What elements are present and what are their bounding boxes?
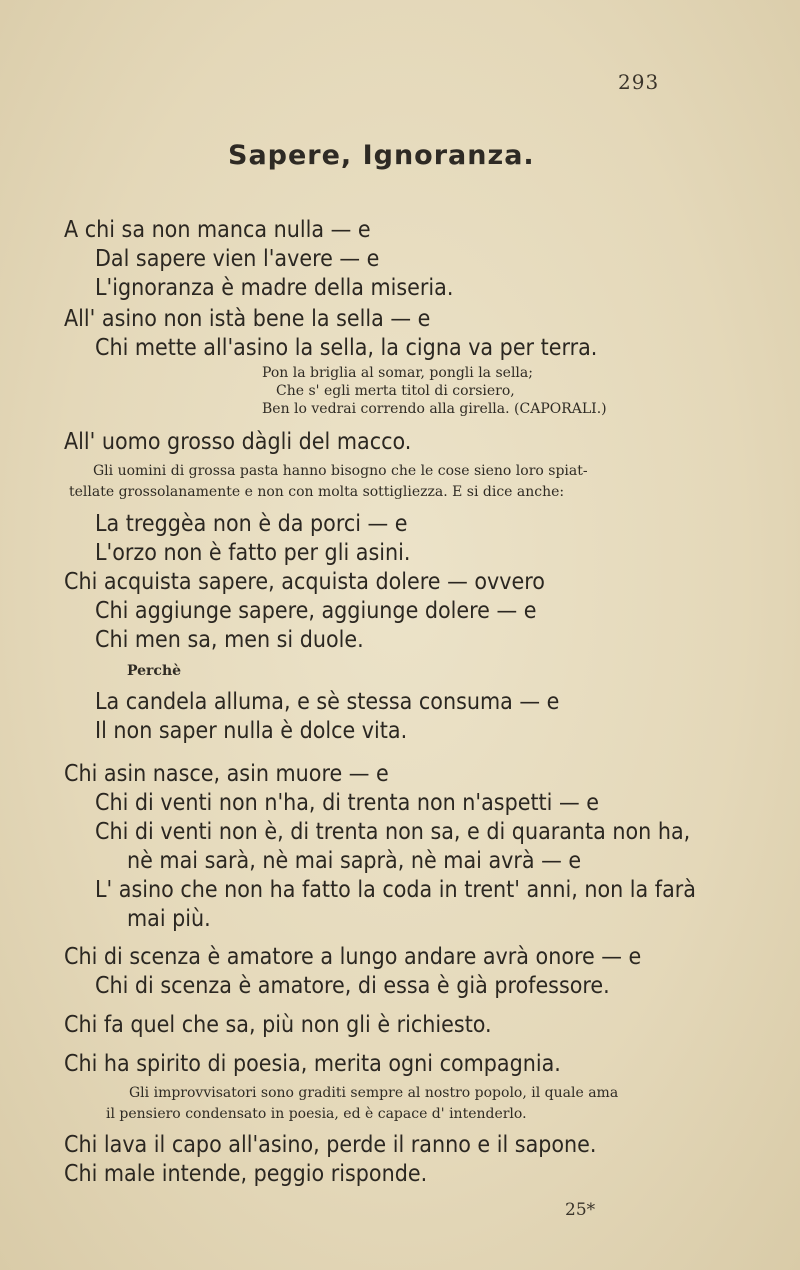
page-title: Sapere, Ignoranza. xyxy=(228,140,535,171)
proverb-line: L'ignoranza è madre della miseria. xyxy=(95,275,454,301)
proverb-line: mai più. xyxy=(127,906,211,932)
commentary-line: tellate grossolanamente e non con molta sottigliezza. E si dice anche: xyxy=(69,484,565,500)
proverb-line: Chi di venti non è, di trenta non sa, e di quaranta non ha, xyxy=(95,819,691,845)
proverb-line: nè mai sarà, nè mai saprà, nè mai avrà — e xyxy=(127,848,582,874)
proverb-line: Il non saper nulla è dolce vita. xyxy=(95,718,408,744)
proverb-line: Chi di venti non n'ha, di trenta non n'aspetti — e xyxy=(95,790,599,816)
proverb-line: Chi fa quel che sa, più non gli è richiesto. xyxy=(64,1012,492,1038)
signature-mark: 25* xyxy=(565,1200,596,1220)
proverb-line: Chi di scenza è amatore, di essa è già professore. xyxy=(95,973,610,999)
verse-line: Pon la briglia al somar, pongli la sella; xyxy=(262,365,533,381)
proverb-line: Chi male intende, peggio risponde. xyxy=(64,1161,428,1187)
proverb-line: La treggèa non è da porci — e xyxy=(95,511,408,537)
verse-line: Che s' egli merta titol di corsiero, xyxy=(276,383,515,399)
proverb-line: Chi ha spirito di poesia, merita ogni compagnia. xyxy=(64,1051,561,1077)
proverb-line: L'orzo non è fatto per gli asini. xyxy=(95,540,411,566)
proverb-line: Chi men sa, men si duole. xyxy=(95,627,364,653)
verse-line: Ben lo vedrai correndo alla girella. (CAPORALI.) xyxy=(262,401,607,417)
proverb-line: All' uomo grosso dàgli del macco. xyxy=(64,429,412,455)
proverb-line: Chi lava il capo all'asino, perde il ranno e il sapone. xyxy=(64,1132,597,1158)
proverb-line: Dal sapere vien l'avere — e xyxy=(95,246,380,272)
proverb-line: A chi sa non manca nulla — e xyxy=(64,217,371,243)
proverb-line: All' asino non istà bene la sella — e xyxy=(64,306,431,332)
proverb-line: Chi asin nasce, asin muore — e xyxy=(64,761,389,787)
proverb-line: Chi mette all'asino la sella, la cigna va per terra. xyxy=(95,335,598,361)
page-number: 293 xyxy=(618,70,660,94)
proverb-line: Chi aggiunge sapere, aggiunge dolere — e xyxy=(95,598,537,624)
proverb-line: L' asino che non ha fatto la coda in trent' anni, non la farà xyxy=(95,877,696,903)
connector-word: Perchè xyxy=(127,663,182,679)
commentary-line: Gli improvvisatori sono graditi sempre al nostro popolo, il quale ama xyxy=(129,1085,619,1101)
proverb-line: Chi di scenza è amatore a lungo andare avrà onore — e xyxy=(64,944,642,970)
proverb-line: Chi acquista sapere, acquista dolere — ovvero xyxy=(64,569,545,595)
commentary-line: il pensiero condensato in poesia, ed è capace d' intenderlo. xyxy=(106,1106,527,1122)
proverb-line: La candela alluma, e sè stessa consuma — e xyxy=(95,689,560,715)
commentary-line: Gli uomini di grossa pasta hanno bisogno che le cose sieno loro spiat- xyxy=(93,463,588,479)
